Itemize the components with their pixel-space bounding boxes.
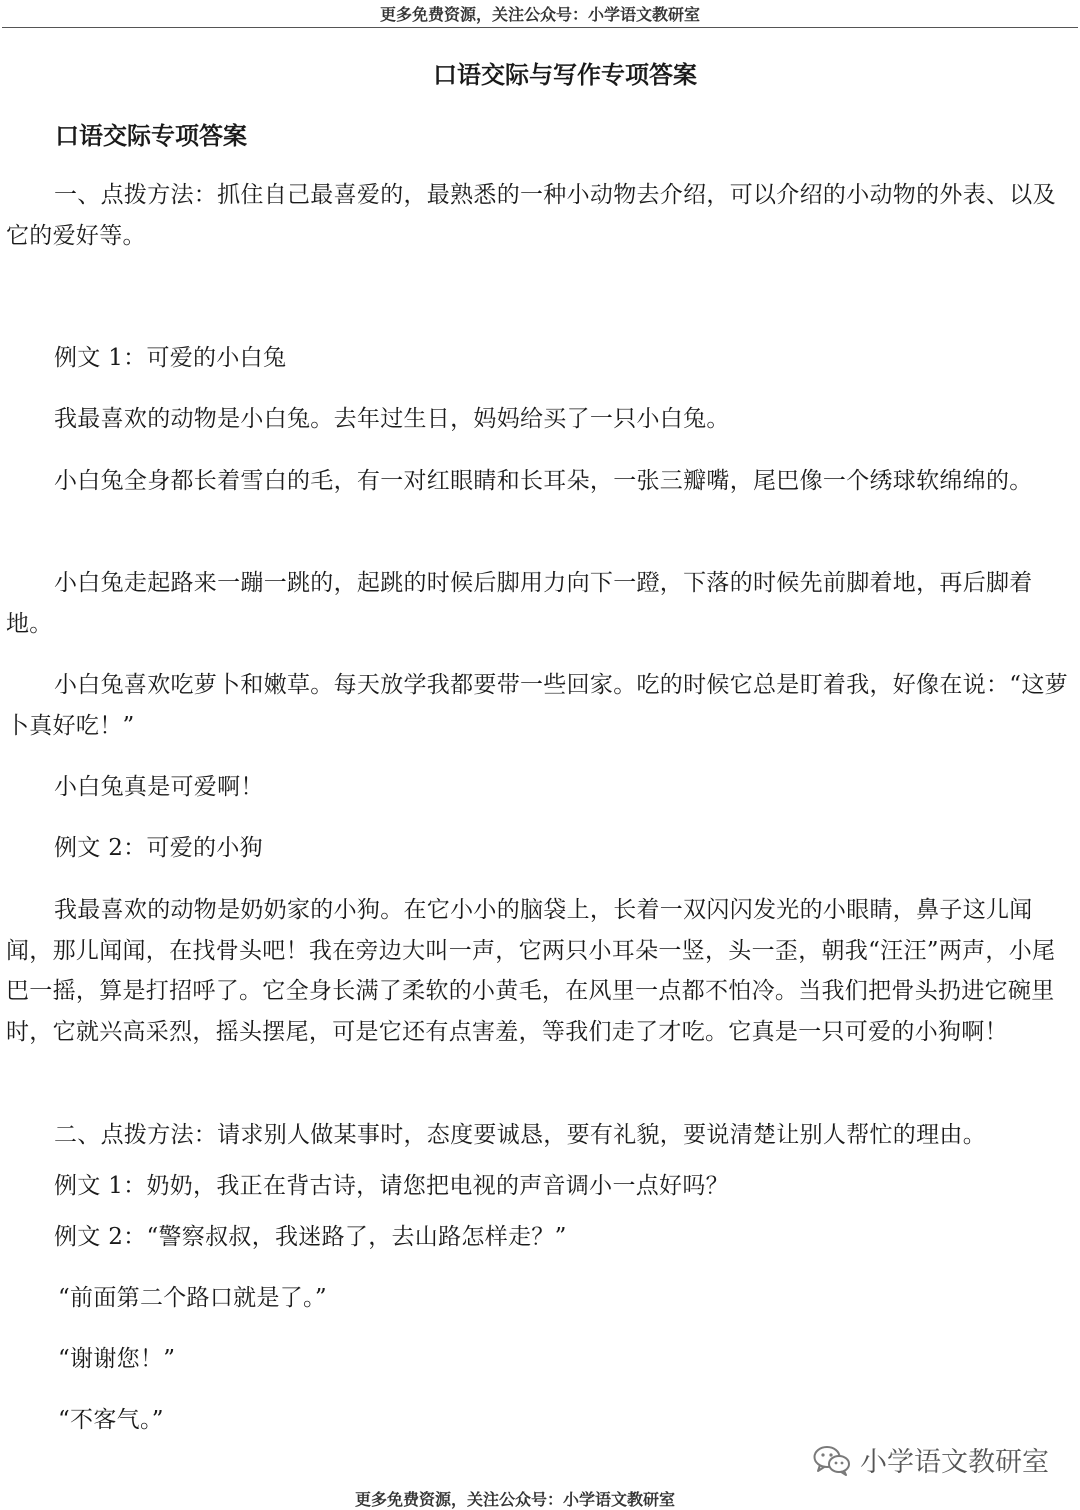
section-heading: 口语交际专项答案 <box>55 121 247 150</box>
document-title: 口语交际与写作专项答案 <box>433 60 697 89</box>
paragraph-rabbit-appearance: 小白兔全身都长着雪白的毛，有一对红眼睛和长耳朵，一张三瓣嘴，尾巴像一个绣球软绵绵的。 <box>54 468 1033 494</box>
example-request-one: 例文 1：奶奶，我正在背古诗，请您把电视的声音调小一点好吗？ <box>54 1173 729 1199</box>
dialogue-line-three: “不客气。” <box>58 1407 164 1433</box>
watermark-text: 小学语文教研室 <box>860 1447 1049 1478</box>
paragraph-method-two: 二、点拨方法：请求别人做某事时，态度要诚恳，要有礼貌，要说清楚让别人帮忙的理由。 <box>54 1122 986 1148</box>
paragraph-dog: 我最喜欢的动物是奶奶家的小狗。在它小小的脑袋上，长着一双闪闪发光的小眼睛，鼻子这儿闻闻，那儿闻闻，在找骨头吧！我在旁边大叫一声，它两只小耳朵一竖，头一歪，朝我“汪汪”两声，小尾巴一摇，算是打招呼了。它全身长满了柔软的小黄毛，在风里一点都不怕冷。当我们把骨头扔进它碗里时，它就兴高采烈，摇头摆尾，可是它还有点害羞，等我们走了才吃。它真是一只可爱的小狗啊！ <box>6 897 1056 1045</box>
watermark <box>812 1440 1049 1479</box>
paragraph-rabbit-food: 小白兔喜欢吃萝卜和嫩草。每天放学我都要带一些回家。吃的时候它总是盯着我，好像在说：“这萝卜真好吃！” <box>6 672 1068 739</box>
dialogue-line-one: “前面第二个路口就是了。” <box>58 1285 327 1311</box>
header-divider <box>2 27 1078 28</box>
example-title-dog: 例文 2：可爱的小狗 <box>54 835 263 861</box>
wechat-icon <box>812 1444 852 1476</box>
example-request-two: 例文 2：“警察叔叔，我迷路了，去山路怎样走？” <box>54 1224 567 1250</box>
paragraph-rabbit-movement: 小白兔走起路来一蹦一跳的，起跳的时候后脚用力向下一蹬，下落的时候先前脚着地，再后脚着地。 <box>6 570 1033 637</box>
header-note: 更多免费资源，关注公众号：小学语文教研室 <box>379 5 700 24</box>
example-title-rabbit: 例文 1：可爱的小白兔 <box>54 345 287 371</box>
paragraph-method-one: 一、点拨方法：抓住自己最喜爱的，最熟悉的一种小动物去介绍，可以介绍的小动物的外表、以及它的爱好等。 <box>6 182 1056 249</box>
dialogue-line-two: “谢谢您！” <box>58 1346 176 1372</box>
paragraph-rabbit-conclusion: 小白兔真是可爱啊！ <box>54 774 264 800</box>
footer-note: 更多免费资源，关注公众号：小学语文教研室 <box>354 1490 675 1509</box>
paragraph-rabbit-intro: 我最喜欢的动物是小白兔。去年过生日，妈妈给买了一只小白兔。 <box>54 406 730 432</box>
